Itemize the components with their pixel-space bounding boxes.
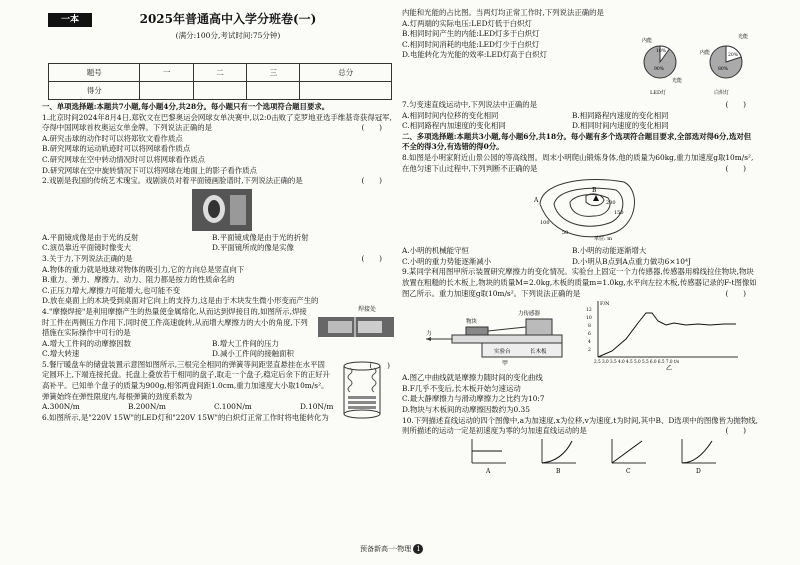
question-4: 4."摩擦焊接"是利用摩擦产生的热量使金属熔化,从而达到焊接目的,如图所示,焊接时工件在两侧压力作用下,同时使工件高速旋转,从而增大摩擦力的大小的角度,下列措施在实际操作中可行的是 焊接处 ( )	[42, 307, 394, 339]
pie2-p1: 20%	[728, 53, 739, 58]
pie1-label-guang: 光能	[672, 78, 683, 84]
graph-d[interactable]	[682, 439, 716, 475]
question-3: 3.关于力,下列说法正确的是 ( )	[42, 253, 382, 263]
left-column	[42, 102, 394, 423]
graph-a-label: A	[486, 467, 491, 475]
y-tick: 10	[586, 316, 592, 322]
option-d[interactable]: D.相同时间内速度的变化相同	[572, 121, 669, 131]
option-d[interactable]: D.平面镜所成的像是实像	[212, 243, 294, 253]
score-input[interactable]	[300, 82, 392, 100]
page-subtitle: (满分:100分,考试时间:75分钟)	[175, 31, 281, 40]
pie1-p2: 90%	[654, 67, 665, 72]
contour-200: 200	[606, 200, 616, 207]
contour-50: 50	[562, 230, 569, 237]
option-a[interactable]: A.研究击球的动作时可以将郑钦文看作质点	[42, 133, 183, 143]
option-b[interactable]: B.平面镜成像是由于光的折射	[212, 232, 309, 242]
option-a[interactable]: A.增大工件间的动摩擦因数	[42, 338, 131, 348]
option-a[interactable]: A.相同时间内位移的变化相同	[402, 110, 499, 120]
table-cell: 三	[247, 64, 300, 82]
graph-c[interactable]	[612, 439, 646, 475]
motion-graphs	[462, 437, 732, 475]
graph-b-label: B	[556, 467, 561, 475]
contour-150: 150	[614, 210, 624, 217]
question-text: 1.北京时间2024年8月4日,郑钦文在巴黎奥运会网球女单决赛中,以2:0击败了克罗地亚选手维基奇获得冠军,夺得中国网球首枚奥运女单金牌。下列说法正确的是	[42, 112, 392, 133]
option-b[interactable]: B.相同时间产生的内能:LED灯多于白炽灯	[402, 29, 540, 39]
question-text: 4."摩擦焊接"是利用摩擦产生的热量使金属熔化,从而达到焊接目的,如图所示,焊接时工件在两侧压力作用下,同时使工件高速旋转,从而增大摩擦力的大小的角度,下列措施在实际操作中可行的是	[42, 306, 308, 338]
question-text: 10.下列描述直线运动的四个图像中,a为加速度,x为位移,v为速度,t为时间,其中B、D选项中的图像皆为抛物线,则所描述的运动一定是初速度为零的匀加速直线运动的是	[402, 415, 758, 436]
option-c[interactable]: C.增大转速	[42, 349, 80, 359]
point-b-label: B	[592, 187, 597, 195]
sensor-label: 力传感器	[518, 311, 541, 318]
friction-welding-figure	[318, 309, 394, 343]
question-9: 9.某同学利用图甲所示装置研究摩擦力的变化情况。实验台上固定一个力传感器,传感器用棉线拉住物块,物块放置在粗糙的长木板上,物块的质量M=2.0kg,木板的质量m=1.0kg,水平向左拉木板,传感器记录的F-t图像如图乙所示。重力加速度g取10m/s²。下列说法正确的是 ( )	[402, 267, 757, 298]
page-title: 2025年普通高中入学分班卷(一)	[139, 12, 317, 26]
option-a[interactable]: A.平面镜成像是由于光的反射	[42, 232, 139, 242]
option-d[interactable]: D.电能转化为光能的效率:LED灯高于白炽灯	[402, 50, 547, 60]
question-text: 2.戏剧是我国的传统艺术瑰宝。戏剧演员对着平面镜画脸谱时,下列说法正确的是	[42, 176, 303, 186]
question-2: 2.戏剧是我国的传统艺术瑰宝。戏剧演员对着平面镜画脸谱时,下列说法正确的是 ( )	[42, 176, 382, 186]
y-tick: 2	[588, 348, 591, 354]
point-a-label: A	[534, 197, 539, 205]
y-tick: 4	[588, 340, 591, 346]
question-10: 10.下列描述直线运动的四个图像中,a为加速度,x为位移,v为速度,t为时间,其中B、D选项中的图像皆为抛物线,则所描述的运动一定是初速度为零的匀加速直线运动的是 ( )	[402, 415, 758, 436]
score-input[interactable]	[140, 82, 193, 100]
table-label: 实验台	[494, 349, 511, 356]
option-b[interactable]: B.增大工件间的压力	[212, 338, 279, 348]
energy-pie-charts	[634, 26, 758, 100]
q2-options	[42, 233, 394, 254]
score-input[interactable]	[247, 82, 300, 100]
weld-label: 焊接处	[358, 305, 377, 313]
table-cell: 题号	[49, 64, 140, 82]
page-footer	[360, 544, 423, 554]
option-c[interactable]: C.研究网球在空中转动情况时可以将网球看作质点	[42, 154, 205, 164]
option-b[interactable]: B.研究网球的运动轨迹时可以将网球看作质点	[42, 144, 191, 154]
option-b[interactable]: B.重力、弹力、摩擦力、动力、阻力都是按力的性质命名的	[42, 275, 235, 285]
q6-options	[402, 19, 632, 61]
pie2-title: 白炽灯	[714, 90, 730, 96]
fig-jia-caption: 甲	[502, 360, 509, 368]
table-cell: 一	[140, 64, 193, 82]
option-a[interactable]: A.物体的重力就是地球对物体的吸引力,它的方向总是竖直向下	[42, 264, 245, 274]
option-a[interactable]: A.小明的机械能守恒	[402, 246, 469, 256]
question-1: 1.北京时间2024年8月4日,郑钦文在巴黎奥运会网球女单决赛中,以2:0击败了克罗地亚选手维基奇获得冠军,夺得中国网球首枚奥运女单金牌。下列说法正确的是 ( )	[42, 112, 392, 133]
option-d[interactable]: D.10N/m	[300, 402, 334, 412]
option-c[interactable]: C.正压力增大,摩擦力可能增大,也可能不变	[42, 285, 181, 295]
force-label: 力	[426, 331, 432, 338]
question-5	[42, 360, 394, 402]
option-c[interactable]: C.100N/m	[214, 402, 252, 412]
table-cell: 二	[193, 64, 246, 82]
section-heading: 一、单项选择题:本题共7小题,每小题4分,共28分。每小题只有一个选项符合题目要求。	[42, 102, 330, 111]
option-a[interactable]: A.灯两端的实际电压:LED灯低于白炽灯	[402, 18, 532, 28]
option-c[interactable]: C.相同时间消耗的电能:LED灯少于白炽灯	[402, 39, 540, 49]
option-c[interactable]: C.小明的重力势能逐渐减小	[402, 256, 492, 266]
q2-figure-area	[42, 187, 394, 233]
question-7: 7.匀变速直线运动中,下列说法中正确的是 ( )	[402, 100, 746, 109]
contour-figure-area	[402, 174, 758, 246]
contour-unit: 单位: m	[594, 236, 613, 243]
score-table	[48, 63, 392, 100]
brand-badge: 一本	[48, 13, 92, 27]
option-b[interactable]: B.F几乎不变后,长木板开始匀速运动	[402, 383, 521, 393]
option-c[interactable]: C.相同路程内加速度的变化相同	[402, 121, 506, 131]
question-text: 内能和光能的占比图。当两灯均正常工作时,下列说法正确的是	[402, 8, 604, 17]
option-c[interactable]: C.最大静摩擦力与滑动摩擦力之比约为10:7	[402, 394, 545, 404]
q10-graphs	[402, 437, 758, 477]
section-heading: 二、多项选择题:本题共3小题,每小题6分,共18分。每小题有多个选项符合题目要求,全部选对得6分,选对但不全的得3分,有选错的得0分。	[402, 131, 752, 152]
footer-text: 预备新高一·物理	[360, 545, 412, 553]
question-6: 6.如图所示,是"220V 15W"的LED灯和"220V 15W"的白炽灯正常工作时将电能转化为	[42, 412, 329, 422]
option-d[interactable]: D.物块与木板间的动摩擦因数约为0.35	[402, 404, 530, 414]
q9-options	[402, 373, 758, 415]
table-cell: 总分	[300, 64, 392, 82]
contour-100: 100	[540, 220, 550, 227]
right-column	[402, 8, 758, 477]
x-axis-ticks: 2.5 3.0 3.5 4.0 4.5 5.0 5.5 6.0 6.5 7.0 t/s	[594, 359, 680, 365]
q1-options	[42, 134, 394, 176]
option-b[interactable]: B.相同路程内速度的变化相同	[572, 110, 669, 120]
pie2-label-guang: 光能	[738, 34, 749, 40]
pie1-p1: 10%	[656, 49, 667, 54]
y-tick: 6	[588, 332, 591, 338]
fig-yi-caption: 乙	[666, 365, 673, 372]
opera-mirror-photo	[192, 189, 252, 231]
score-input[interactable]	[193, 82, 246, 100]
question-text: 3.关于力,下列说法正确的是	[42, 253, 133, 263]
question-text: 7.匀变速直线运动中,下列说法中正确的是	[402, 100, 538, 109]
table-row	[49, 64, 392, 82]
question-text: 5.餐厅暖盘车的储盘装置示意图如图所示,三根完全相同的弹簧等间距竖直悬挂在水平固定圆环上,下端连接托盘。托盘上叠放若干相同的盘子,取走一个盘子,稳定后余下的正好升高补平。已知单个盘子的质量为900g,相邻两盘间距1.0cm,重力加速度大小取10m/s²。弹簧始终在弹性限度内,每根弹簧的劲度系数为	[42, 359, 330, 401]
y-tick: 12	[586, 308, 592, 314]
contour-map	[532, 174, 642, 244]
q6-continued	[402, 8, 758, 100]
option-c[interactable]: C.演员靠近平面镜时像变大	[42, 243, 132, 253]
y-axis-label: F/N	[600, 301, 610, 308]
option-b[interactable]: B.小明的动能逐渐增大	[572, 246, 647, 256]
board-label: 长木板	[530, 349, 547, 356]
graph-a[interactable]	[472, 439, 506, 475]
graph-c-label: C	[626, 467, 631, 475]
option-a[interactable]: A.图乙中曲线就是摩擦力随时间的变化曲线	[402, 373, 543, 383]
page-number: 1	[413, 544, 423, 554]
table-cell: 得分	[49, 82, 140, 100]
apparatus-figure-jia	[422, 301, 572, 367]
option-d[interactable]: D.研究网球在空中旋转情况下可以将网球在地面上的影子看作质点	[42, 165, 257, 175]
option-b[interactable]: B.200N/m	[128, 402, 166, 412]
graph-b[interactable]	[542, 439, 576, 475]
question-text: 8.如图是小明家附近山景公园的等高线图。周末小明爬山锻炼身体,他的质量为60kg,重力加速度g取10m/s²,在他匀速下山过程中,下列判断不正确的是	[402, 152, 754, 173]
q9-figures	[402, 299, 758, 373]
option-d[interactable]: D.放在桌面上的木块受到桌面对它向上的支持力,这是由于木块发生微小形变而产生的	[42, 296, 319, 306]
y-tick: 8	[588, 324, 591, 330]
pie1-label-neiling: 内能	[642, 38, 653, 44]
question-text: 9.某同学利用图甲所示装置研究摩擦力的变化情况。实验台上固定一个力传感器,传感器用棉线拉住物块,物块放置在粗糙的长木板上,物块的质量M=2.0kg,木板的质量m=1.0kg,水平向左拉木板,传感器记录的F-t图像如图乙所示。重力加速度g取10m/s²。下列说法正确的是	[402, 267, 757, 298]
force-time-graph-yi	[582, 299, 742, 371]
option-a[interactable]: A.300N/m	[42, 402, 80, 412]
block-label: 物块	[466, 319, 478, 326]
pie2-p2: 80%	[718, 67, 729, 72]
pie1-title: LED灯	[650, 90, 666, 96]
option-d[interactable]: D.减小工件间的接触面积	[212, 349, 294, 359]
option-d[interactable]: D.小明从B点到A点重力做功6×10⁴J	[572, 256, 691, 266]
plate-warmer-figure	[340, 360, 384, 420]
q7-options	[402, 111, 758, 132]
q8-options	[402, 246, 758, 267]
graph-d-label: D	[696, 467, 701, 475]
pie2-label-neiling: 内能	[700, 50, 711, 56]
table-row	[49, 82, 392, 100]
question-8: 8.如图是小明家附近山景公园的等高线图。周末小明爬山锻炼身体,他的质量为60kg,重力加速度g取10m/s²,在他匀速下山过程中,下列判断不正确的是 ( )	[402, 152, 754, 173]
q3-options	[42, 265, 394, 307]
